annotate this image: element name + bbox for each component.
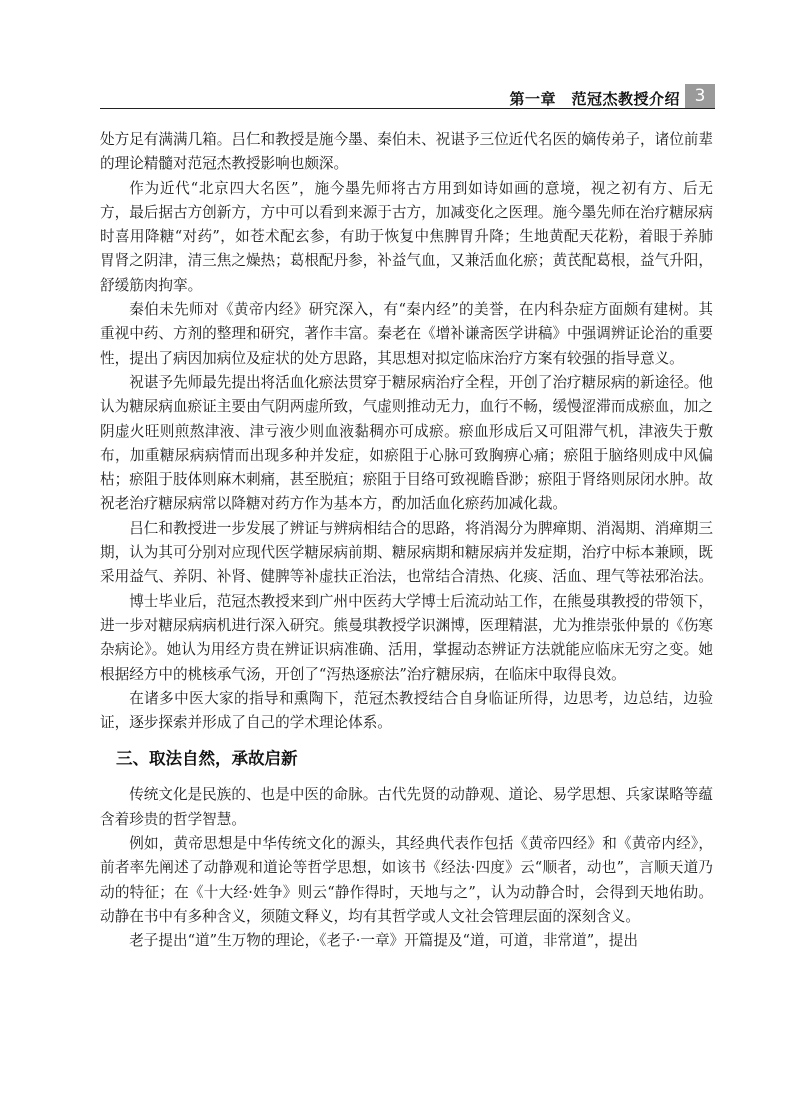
paragraph: 博士毕业后，范冠杰教授来到广州中医药大学博士后流动站工作，在熊曼琪教授的带领下，进一步对糖尿病病机进行深入研究。熊曼琪教授学识渊博，医理精湛，尤为推崇张仲景的《伤寒杂病论》。她认为用经方贵在辨证识病准确、活用，掌握动态辨证方法就能应临床无穷之变。她根据经方中的桃核承气汤，开创了“泻热逐瘀法”治疗糖尿病，在临床中取得良效。 [100, 592, 713, 683]
page-number: 3 [685, 84, 715, 108]
paragraph: 作为近代“北京四大名医”，施今墨先师将古方用到如诗如画的意境，视之初有方、后无方，最后据古方创新方，方中可以看到来源于古方，加减变化之医理。施今墨先师在治疗糖尿病时喜用降糖“对药”，如苍术配玄参，有助于恢复中焦脾胃升降；生地黄配天花粉，着眼于养肺胃肾之阴津，清三焦之燥热；葛根配丹参，补益气血，又兼活血化瘀；黄芪配葛根，益气升阳，舒缓筋肉拘挛。 [100, 179, 713, 294]
paragraph: 在诸多中医大家的指导和熏陶下，范冠杰教授结合自身临证所得，边思考，边总结，边验证，逐步探索并形成了自己的学术理论体系。 [100, 689, 713, 732]
running-header [0, 84, 800, 114]
page-body [100, 128, 713, 954]
paragraph: 祝谌予先师最先提出将活血化瘀法贯穿于糖尿病治疗全程，开创了治疗糖尿病的新途径。他认为糖尿病血瘀证主要由气阴两虚所致，气虚则推动无力，血行不畅，缓慢涩滞而成瘀血，加之阴虚火旺则煎熬津液、津亏液少则血液黏稠亦可成瘀。瘀血形成后又可阻滞气机，津液失于敷布，加重糖尿病病情而出现多种并发症，如瘀阻于心脉可致胸痹心痛；瘀阻于脑络则成中风偏枯；瘀阻于肢体则麻木刺痛，甚至脱疽；瘀阻于目络可致视瞻昏渺；瘀阻于肾络则尿闭水肿。故祝老治疗糖尿病常以降糖对药方作为基本方，酌加活血化瘀药加减化裁。 [100, 373, 713, 513]
paragraph: 处方足有满满几箱。吕仁和教授是施今墨、秦伯未、祝谌予三位近代名医的嫡传弟子，诸位前辈的理论精髓对范冠杰教授影响也颇深。 [100, 131, 713, 173]
header-divider [100, 108, 715, 109]
paragraph: 老子提出“道”生万物的理论，《老子·一章》开篇提及“道，可道，非常道”，提出 [129, 932, 638, 950]
paragraph: 例如，黄帝思想是中华传统文化的源头，其经典代表作包括《黄帝四经》和《黄帝内经》，前者率先阐述了动静观和道论等哲学思想，如该书《经法·四度》云“顺者，动也”，言顺天道乃动的特征；在《十大经·姓争》则云“静作得时，天地与之”，认为动静合时，会得到天地佑助。动静在书中有多种含义，须随文释义，均有其哲学或人文社会管理层面的深刻含义。 [100, 835, 713, 925]
section-heading: 三、取法自然，承故启新 [116, 749, 298, 769]
chapter-title: 第一章 范冠杰教授介绍 [509, 90, 680, 108]
paragraph: 吕仁和教授进一步发展了辨证与辨病相结合的思路，将消渴分为脾瘅期、消渴期、消瘅期三期，认为其可分别对应现代医学糖尿病前期、糖尿病期和糖尿病并发症期，治疗中标本兼顾，既采用益气、养阴、补肾、健脾等补虚扶正治法，也常结合清热、化痰、活血、理气等祛邪治法。 [100, 519, 713, 586]
paragraph: 传统文化是民族的、也是中医的命脉。古代先贤的动静观、道论、易学思想、兵家谋略等蕴含着珍贵的哲学智慧。 [100, 786, 713, 828]
paragraph: 秦伯未先师对《黄帝内经》研究深入，有“秦内经”的美誉，在内科杂症方面颇有建树。其重视中药、方剂的整理和研究，著作丰富。秦老在《增补谦斋医学讲稿》中强调辨证论治的重要性，提出了病因加病位及症状的处方思路，其思想对拟定临床治疗方案有较强的指导意义。 [100, 301, 713, 367]
